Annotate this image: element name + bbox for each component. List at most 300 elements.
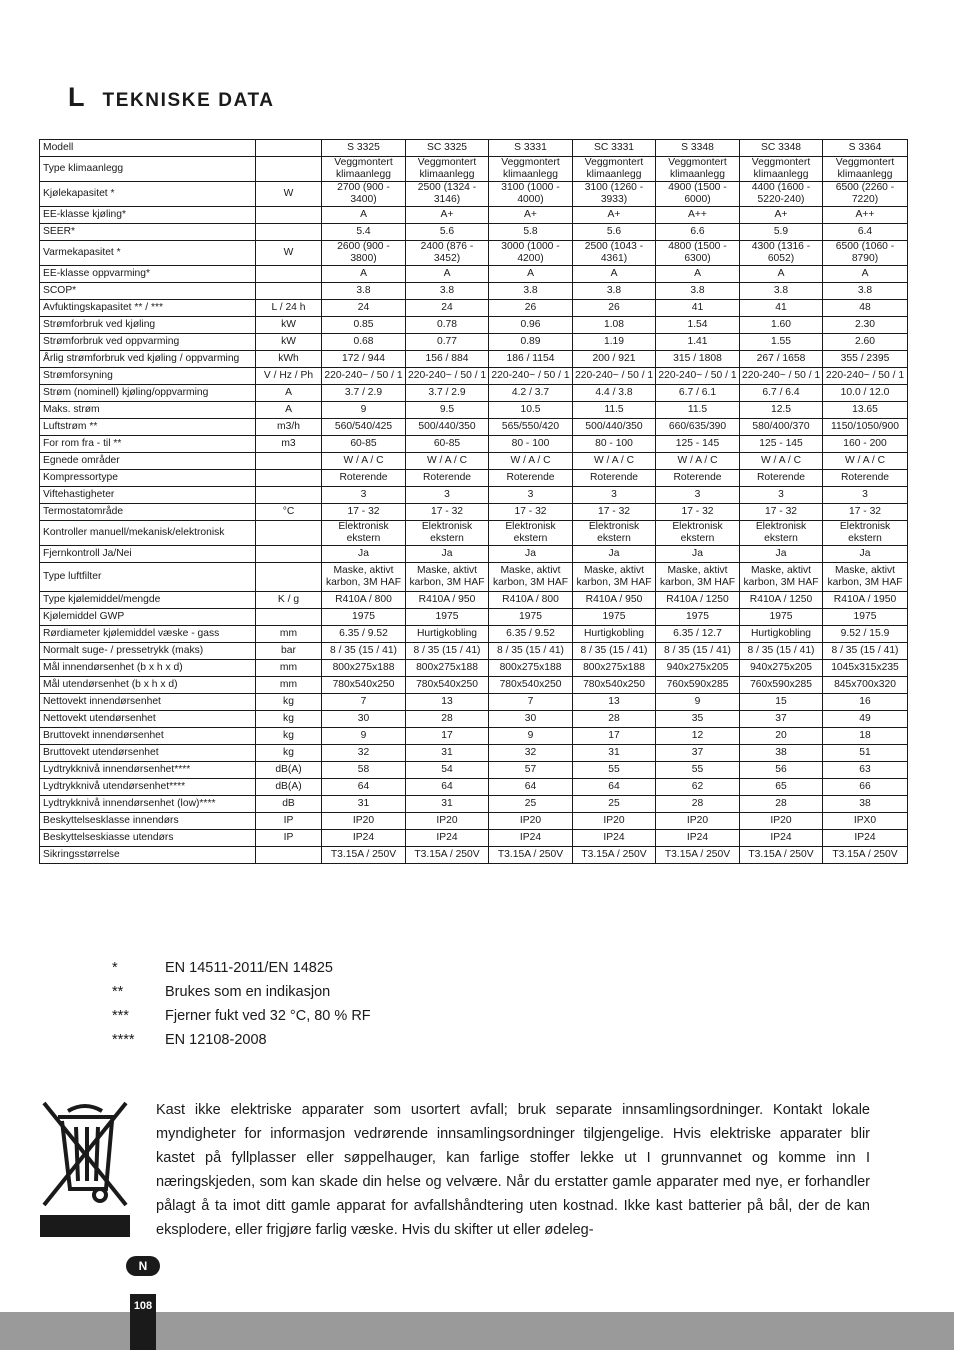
row-unit: W: [256, 182, 322, 207]
table-cell: 17 - 32: [489, 504, 573, 521]
footnote-text: Fjerner fukt ved 32 °C, 80 % RF: [165, 1008, 371, 1024]
table-cell: 13.65: [823, 402, 908, 419]
row-unit: [256, 563, 322, 592]
table-cell: 2700 (900 - 3400): [322, 182, 406, 207]
table-row: [40, 470, 908, 487]
table-cell: Ja: [740, 546, 823, 563]
table-cell: 65: [740, 779, 823, 796]
table-cell: 3.8: [573, 283, 656, 300]
row-label: Type klimaanlegg: [40, 157, 256, 182]
table-cell: 57: [489, 762, 573, 779]
table-cell: R410A / 1950: [823, 592, 908, 609]
table-cell: 800x275x188: [322, 660, 406, 677]
table-cell: 13: [406, 694, 489, 711]
table-cell: 565/550/420: [489, 419, 573, 436]
table-row: [40, 660, 908, 677]
table-cell: 1975: [823, 609, 908, 626]
table-cell: 11.5: [656, 402, 740, 419]
table-cell: 2500 (1324 - 3146): [406, 182, 489, 207]
tech-data-table: [39, 139, 908, 864]
table-cell: 8 / 35 (15 / 41): [573, 643, 656, 660]
tech-data-body: [40, 140, 908, 864]
table-cell: A+: [573, 207, 656, 224]
table-cell: A: [322, 207, 406, 224]
row-label: Kompressortype: [40, 470, 256, 487]
table-cell: 940x275x205: [740, 660, 823, 677]
table-cell: 1975: [406, 609, 489, 626]
table-cell: A+: [489, 207, 573, 224]
table-row: [40, 182, 908, 207]
table-cell: 0.89: [489, 334, 573, 351]
table-cell: Ja: [322, 546, 406, 563]
row-unit: IP: [256, 830, 322, 847]
table-cell: T3.15A / 250V: [322, 847, 406, 864]
table-cell: 31: [406, 796, 489, 813]
row-unit: [256, 453, 322, 470]
table-cell: Ja: [573, 546, 656, 563]
table-cell: 6.7 / 6.1: [656, 385, 740, 402]
table-cell: T3.15A / 250V: [656, 847, 740, 864]
row-unit: kW: [256, 317, 322, 334]
table-cell: 1975: [573, 609, 656, 626]
table-cell: 28: [573, 711, 656, 728]
table-cell: 5.8: [489, 224, 573, 241]
table-cell: 17 - 32: [740, 504, 823, 521]
table-cell: 1.60: [740, 317, 823, 334]
table-cell: 16: [823, 694, 908, 711]
footnote-mark: ***: [112, 1008, 129, 1024]
table-cell: 24: [406, 300, 489, 317]
section-title: TEKNISKE DATA: [102, 90, 275, 111]
table-row: [40, 334, 908, 351]
row-label: Type kjølemiddel/mengde: [40, 592, 256, 609]
table-cell: 780x540x250: [489, 677, 573, 694]
table-cell: SC 3331: [573, 140, 656, 157]
table-cell: 28: [740, 796, 823, 813]
table-cell: 24: [322, 300, 406, 317]
table-cell: R410A / 950: [573, 592, 656, 609]
table-cell: 7: [322, 694, 406, 711]
table-row: [40, 711, 908, 728]
row-unit: dB: [256, 796, 322, 813]
footnote-mark: ****: [112, 1032, 135, 1048]
table-cell: IP20: [322, 813, 406, 830]
table-cell: 64: [489, 779, 573, 796]
table-cell: A: [489, 266, 573, 283]
row-label: Kjølekapasitet *: [40, 182, 256, 207]
row-unit: °C: [256, 504, 322, 521]
table-cell: 186 / 1154: [489, 351, 573, 368]
table-cell: Maske, aktivt karbon, 3M HAF: [573, 563, 656, 592]
row-unit: kW: [256, 334, 322, 351]
table-cell: 1045x315x235: [823, 660, 908, 677]
row-unit: [256, 266, 322, 283]
table-row: [40, 300, 908, 317]
row-unit: dB(A): [256, 779, 322, 796]
table-cell: 64: [573, 779, 656, 796]
table-cell: 220-240~ / 50 / 1: [322, 368, 406, 385]
table-cell: A++: [656, 207, 740, 224]
footnote-mark: **: [112, 984, 124, 1000]
table-row: [40, 813, 908, 830]
language-badge: N: [126, 1256, 160, 1276]
table-cell: IP20: [489, 813, 573, 830]
table-cell: 760x590x285: [740, 677, 823, 694]
table-cell: Veggmontert klimaanlegg: [489, 157, 573, 182]
table-cell: 9.52 / 15.9: [823, 626, 908, 643]
table-cell: 6500 (1060 - 8790): [823, 241, 908, 266]
table-cell: Elektronisk ekstern: [573, 521, 656, 546]
disposal-notice: Kast ikke elektriske apparater som usortert avfall; bruk separate innsamlingsordninger. Kontakt lokale myndigheter for informasjon vedrørende innsamlingsordninger tilgjengelige. Hvis elektriske apparater blir kastet på fyllplasser eller søppelhauger, kan farlige stoffer lekke ut I grunnvannet og komme inn I næringskjeden, som kan skade din helse og velvære. Når du erstatter gamle apparater med nye, er forhandler pålagt å ta imot ditt gamle apparat for avfallshåndtering uten kostnad. Ikke kast batterier på bål, der de kan eksplodere, eller frigjøre farlig væske. Hvis du skifter ut eller ødeleg-: [156, 1102, 870, 1238]
row-label: Luftstrøm **: [40, 419, 256, 436]
table-cell: 500/440/350: [573, 419, 656, 436]
table-cell: Roterende: [406, 470, 489, 487]
row-label: Egnede områder: [40, 453, 256, 470]
page-heading: [68, 82, 275, 113]
row-unit: m3: [256, 436, 322, 453]
table-cell: Hurtigkobling: [406, 626, 489, 643]
table-cell: 28: [656, 796, 740, 813]
table-row: [40, 847, 908, 864]
row-unit: kg: [256, 711, 322, 728]
table-cell: 60-85: [406, 436, 489, 453]
table-cell: 800x275x188: [489, 660, 573, 677]
row-label: Modell: [40, 140, 256, 157]
table-cell: 13: [573, 694, 656, 711]
table-cell: 845x700x320: [823, 677, 908, 694]
table-cell: 3.7 / 2.9: [322, 385, 406, 402]
table-row: [40, 368, 908, 385]
table-cell: 64: [322, 779, 406, 796]
table-cell: A: [823, 266, 908, 283]
row-label: Type luftfilter: [40, 563, 256, 592]
row-label: Strømforbruk ved oppvarming: [40, 334, 256, 351]
table-cell: 51: [823, 745, 908, 762]
table-cell: S 3325: [322, 140, 406, 157]
table-cell: 17 - 32: [322, 504, 406, 521]
table-cell: W / A / C: [823, 453, 908, 470]
table-cell: 125 - 145: [740, 436, 823, 453]
table-cell: 31: [322, 796, 406, 813]
table-cell: Hurtigkobling: [573, 626, 656, 643]
table-cell: 37: [740, 711, 823, 728]
footnote: [112, 956, 371, 980]
table-cell: 15: [740, 694, 823, 711]
table-cell: T3.15A / 250V: [740, 847, 823, 864]
table-row: [40, 626, 908, 643]
row-label: Strømforsyning: [40, 368, 256, 385]
table-cell: A+: [740, 207, 823, 224]
table-cell: R410A / 1250: [740, 592, 823, 609]
table-cell: 780x540x250: [573, 677, 656, 694]
table-cell: 3.8: [823, 283, 908, 300]
table-cell: 6500 (2260 - 7220): [823, 182, 908, 207]
table-row: [40, 453, 908, 470]
table-cell: 315 / 1808: [656, 351, 740, 368]
table-cell: 1.55: [740, 334, 823, 351]
table-row: [40, 779, 908, 796]
row-unit: m3/h: [256, 419, 322, 436]
table-cell: 31: [573, 745, 656, 762]
row-label: Maks. strøm: [40, 402, 256, 419]
table-cell: 0.77: [406, 334, 489, 351]
table-cell: 220-240~ / 50 / 1: [656, 368, 740, 385]
table-cell: Elektronisk ekstern: [823, 521, 908, 546]
table-cell: S 3331: [489, 140, 573, 157]
table-cell: A: [573, 266, 656, 283]
table-cell: 6.35 / 9.52: [322, 626, 406, 643]
row-label: Strøm (nominell) kjøling/oppvarming: [40, 385, 256, 402]
table-cell: 4300 (1316 - 6052): [740, 241, 823, 266]
table-cell: 5.4: [322, 224, 406, 241]
row-unit: [256, 521, 322, 546]
footnote: [112, 1004, 371, 1028]
table-cell: Ja: [489, 546, 573, 563]
table-cell: Veggmontert klimaanlegg: [823, 157, 908, 182]
table-cell: IP24: [406, 830, 489, 847]
row-label: Kontroller manuell/mekanisk/elektronisk: [40, 521, 256, 546]
table-row: [40, 283, 908, 300]
table-cell: IP24: [573, 830, 656, 847]
table-cell: 35: [656, 711, 740, 728]
row-unit: mm: [256, 677, 322, 694]
table-cell: Ja: [656, 546, 740, 563]
table-cell: R410A / 800: [489, 592, 573, 609]
table-cell: Elektronisk ekstern: [740, 521, 823, 546]
table-row: [40, 140, 908, 157]
table-cell: 220-240~ / 50 / 1: [406, 368, 489, 385]
table-cell: 66: [823, 779, 908, 796]
table-cell: 780x540x250: [322, 677, 406, 694]
row-unit: [256, 609, 322, 626]
table-row: [40, 224, 908, 241]
row-label: SCOP*: [40, 283, 256, 300]
table-cell: 58: [322, 762, 406, 779]
table-row: [40, 694, 908, 711]
table-cell: 17 - 32: [573, 504, 656, 521]
table-cell: 17: [406, 728, 489, 745]
table-cell: 20: [740, 728, 823, 745]
table-cell: Roterende: [489, 470, 573, 487]
table-cell: A++: [823, 207, 908, 224]
table-cell: 1.41: [656, 334, 740, 351]
table-cell: 156 / 884: [406, 351, 489, 368]
table-row: [40, 521, 908, 546]
row-label: Termostatområde: [40, 504, 256, 521]
table-cell: Veggmontert klimaanlegg: [406, 157, 489, 182]
table-cell: A: [656, 266, 740, 283]
table-cell: 2400 (876 - 3452): [406, 241, 489, 266]
table-cell: 10.0 / 12.0: [823, 385, 908, 402]
table-cell: 0.78: [406, 317, 489, 334]
table-cell: Maske, aktivt karbon, 3M HAF: [322, 563, 406, 592]
table-cell: R410A / 800: [322, 592, 406, 609]
row-unit: [256, 283, 322, 300]
row-unit: V / Hz / Ph: [256, 368, 322, 385]
table-cell: 56: [740, 762, 823, 779]
row-label: Viftehastigheter: [40, 487, 256, 504]
table-cell: Maske, aktivt karbon, 3M HAF: [823, 563, 908, 592]
table-cell: 48: [823, 300, 908, 317]
table-cell: IP24: [823, 830, 908, 847]
table-cell: Maske, aktivt karbon, 3M HAF: [656, 563, 740, 592]
row-label: SEER*: [40, 224, 256, 241]
table-cell: IP24: [322, 830, 406, 847]
table-cell: 172 / 944: [322, 351, 406, 368]
table-cell: Roterende: [322, 470, 406, 487]
table-row: [40, 728, 908, 745]
footnote-text: EN 14511-2011/EN 14825: [165, 960, 333, 976]
table-cell: 3.7 / 2.9: [406, 385, 489, 402]
table-row: [40, 402, 908, 419]
table-cell: 63: [823, 762, 908, 779]
table-row: [40, 830, 908, 847]
row-unit: [256, 157, 322, 182]
table-cell: 4400 (1600 - 5220-240): [740, 182, 823, 207]
table-cell: S 3364: [823, 140, 908, 157]
table-cell: 4.4 / 3.8: [573, 385, 656, 402]
table-cell: Maske, aktivt karbon, 3M HAF: [740, 563, 823, 592]
page-number: 108: [130, 1294, 156, 1350]
row-unit: W: [256, 241, 322, 266]
table-cell: 3: [489, 487, 573, 504]
row-label: Sikringsstørrelse: [40, 847, 256, 864]
row-unit: [256, 546, 322, 563]
row-label: For rom fra - til **: [40, 436, 256, 453]
table-cell: 8 / 35 (15 / 41): [656, 643, 740, 660]
table-cell: 80 - 100: [573, 436, 656, 453]
row-unit: [256, 224, 322, 241]
footnote: [112, 980, 371, 1004]
table-cell: 220-240~ / 50 / 1: [823, 368, 908, 385]
footnote: [112, 1028, 371, 1052]
table-row: [40, 796, 908, 813]
table-cell: 125 - 145: [656, 436, 740, 453]
table-cell: 4.2 / 3.7: [489, 385, 573, 402]
table-cell: 940x275x205: [656, 660, 740, 677]
row-label: Beskyttelseskiasse utendørs: [40, 830, 256, 847]
table-cell: Hurtigkobling: [740, 626, 823, 643]
table-cell: 2600 (900 - 3800): [322, 241, 406, 266]
table-cell: IP20: [573, 813, 656, 830]
table-cell: W / A / C: [322, 453, 406, 470]
table-row: [40, 157, 908, 182]
table-cell: S 3348: [656, 140, 740, 157]
table-cell: 6.6: [656, 224, 740, 241]
table-cell: 8 / 35 (15 / 41): [322, 643, 406, 660]
table-cell: 1.54: [656, 317, 740, 334]
row-label: Bruttovekt innendørsenhet: [40, 728, 256, 745]
footnote-mark: *: [112, 960, 118, 976]
row-label: Avfuktingskapasitet ** / ***: [40, 300, 256, 317]
table-cell: 41: [740, 300, 823, 317]
table-cell: 800x275x188: [573, 660, 656, 677]
table-cell: 32: [322, 745, 406, 762]
table-cell: W / A / C: [406, 453, 489, 470]
table-cell: 5.6: [406, 224, 489, 241]
table-cell: 17 - 32: [406, 504, 489, 521]
table-cell: 3.8: [656, 283, 740, 300]
table-cell: R410A / 1250: [656, 592, 740, 609]
table-cell: 2.60: [823, 334, 908, 351]
table-cell: 1975: [322, 609, 406, 626]
table-cell: 3000 (1000 - 4200): [489, 241, 573, 266]
table-cell: R410A / 950: [406, 592, 489, 609]
section-letter: L: [68, 82, 85, 112]
table-row: [40, 351, 908, 368]
table-cell: 62: [656, 779, 740, 796]
row-unit: L / 24 h: [256, 300, 322, 317]
row-label: Nettovekt utendørsenhet: [40, 711, 256, 728]
table-row: [40, 487, 908, 504]
table-cell: 41: [656, 300, 740, 317]
table-cell: 4900 (1500 - 6000): [656, 182, 740, 207]
row-label: Mål utendørsenhet (b x h x d): [40, 677, 256, 694]
table-cell: 54: [406, 762, 489, 779]
table-cell: A: [322, 266, 406, 283]
table-cell: 25: [573, 796, 656, 813]
table-cell: 10.5: [489, 402, 573, 419]
row-unit: [256, 847, 322, 864]
table-cell: IP24: [656, 830, 740, 847]
table-cell: A: [740, 266, 823, 283]
row-unit: A: [256, 385, 322, 402]
table-cell: 30: [489, 711, 573, 728]
table-row: [40, 241, 908, 266]
row-unit: dB(A): [256, 762, 322, 779]
row-unit: kg: [256, 694, 322, 711]
table-cell: Roterende: [823, 470, 908, 487]
table-cell: 5.6: [573, 224, 656, 241]
row-unit: kWh: [256, 351, 322, 368]
table-cell: 2.30: [823, 317, 908, 334]
table-cell: 37: [656, 745, 740, 762]
table-cell: Ja: [823, 546, 908, 563]
table-cell: 12.5: [740, 402, 823, 419]
table-cell: 220-240~ / 50 / 1: [573, 368, 656, 385]
table-cell: 26: [489, 300, 573, 317]
table-cell: IP20: [656, 813, 740, 830]
table-cell: 3: [823, 487, 908, 504]
table-cell: Elektronisk ekstern: [322, 521, 406, 546]
table-row: [40, 317, 908, 334]
table-cell: W / A / C: [740, 453, 823, 470]
table-cell: 800x275x188: [406, 660, 489, 677]
row-unit: bar: [256, 643, 322, 660]
row-unit: mm: [256, 660, 322, 677]
table-cell: 3.8: [740, 283, 823, 300]
table-cell: IP24: [489, 830, 573, 847]
row-label: Bruttovekt utendørsenhet: [40, 745, 256, 762]
table-cell: 9: [322, 728, 406, 745]
table-cell: 18: [823, 728, 908, 745]
table-cell: Ja: [406, 546, 489, 563]
table-cell: Elektronisk ekstern: [656, 521, 740, 546]
table-cell: 9.5: [406, 402, 489, 419]
table-cell: 3: [573, 487, 656, 504]
table-cell: 780x540x250: [406, 677, 489, 694]
table-cell: 11.5: [573, 402, 656, 419]
table-cell: 9: [489, 728, 573, 745]
table-cell: W / A / C: [489, 453, 573, 470]
table-cell: 12: [656, 728, 740, 745]
row-unit: [256, 140, 322, 157]
table-cell: 580/400/370: [740, 419, 823, 436]
row-label: Fjernkontroll Ja/Nei: [40, 546, 256, 563]
table-cell: Elektronisk ekstern: [406, 521, 489, 546]
row-label: Beskyttelsesklasse innendørs: [40, 813, 256, 830]
table-row: [40, 762, 908, 779]
